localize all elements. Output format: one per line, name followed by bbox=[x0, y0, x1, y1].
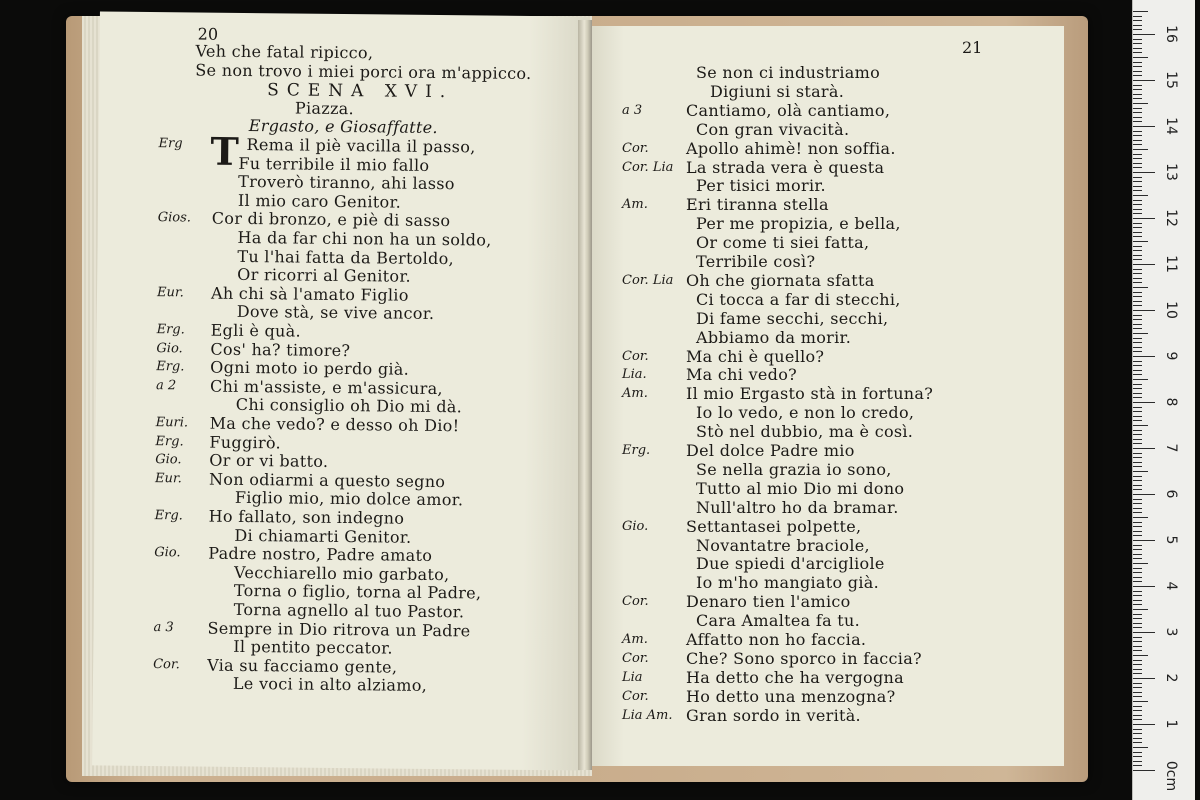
ruler-tick bbox=[1133, 319, 1142, 320]
ruler-tick bbox=[1133, 494, 1155, 495]
ruler-tick bbox=[1133, 126, 1155, 127]
ruler-tick bbox=[1133, 683, 1142, 684]
ruler-tick bbox=[1133, 98, 1142, 99]
verse-line: Il mio caro Genitor. bbox=[237, 190, 402, 212]
ruler-tick bbox=[1133, 646, 1142, 647]
ruler-tick bbox=[1133, 609, 1148, 610]
ruler-tick bbox=[1133, 218, 1155, 219]
ruler-tick bbox=[1133, 402, 1155, 403]
speaker-label: a 2 bbox=[155, 377, 177, 394]
ruler-tick bbox=[1133, 121, 1142, 122]
verse-line: Tutto al mio Dio mi dono bbox=[696, 478, 905, 498]
ruler-tick bbox=[1133, 167, 1142, 168]
ruler-tick bbox=[1133, 374, 1142, 375]
ruler-tick bbox=[1133, 614, 1142, 615]
ruler-tick bbox=[1133, 186, 1142, 187]
speaker-label: Cor. bbox=[622, 140, 649, 156]
verse-line: Torna agnello al tuo Pastor. bbox=[233, 599, 465, 622]
ruler-tick bbox=[1133, 770, 1155, 771]
verse-line: Del dolce Padre mio bbox=[686, 441, 855, 460]
ruler-tick bbox=[1133, 158, 1142, 159]
verse-line: Null'altro ho da bramar. bbox=[696, 497, 899, 517]
verse-line: Ha detto che ha vergogna bbox=[686, 667, 904, 687]
verse-line: Le voci in alto alziamo, bbox=[232, 674, 428, 696]
verse-line: Novantatre braciole, bbox=[696, 535, 870, 555]
speaker-label: Am. bbox=[622, 197, 648, 213]
ruler-tick bbox=[1133, 292, 1142, 293]
verse-line: Ma che vedo? e desso oh Dio! bbox=[209, 413, 460, 436]
ruler-tick bbox=[1133, 549, 1142, 550]
ruler-tick bbox=[1133, 255, 1142, 256]
verse-line: Egli è quà. bbox=[210, 320, 302, 341]
verse-line: Con gran vivacità. bbox=[696, 119, 850, 139]
speaker-label: Cor. Lia bbox=[622, 159, 674, 175]
ruler-tick bbox=[1133, 154, 1142, 155]
verse-line: Cor di bronzo, e piè di sasso bbox=[211, 209, 451, 231]
verse-line: Or ricorri al Genitor. bbox=[237, 265, 412, 286]
ruler-tick bbox=[1133, 48, 1142, 49]
ruler-tick bbox=[1133, 305, 1142, 306]
speaker-label: Gio. bbox=[622, 518, 649, 534]
verse-line: Se non trovo i miei porci ora m'appicco. bbox=[195, 60, 532, 83]
ruler-tick bbox=[1133, 568, 1142, 569]
ruler-tick bbox=[1133, 407, 1142, 408]
ruler-label: 13 bbox=[1163, 163, 1179, 181]
ruler-tick bbox=[1133, 545, 1142, 546]
ruler-label: 1 bbox=[1163, 719, 1179, 729]
ruler-tick bbox=[1133, 439, 1142, 440]
ruler-tick bbox=[1133, 678, 1155, 679]
page-number: 20 bbox=[197, 24, 219, 44]
ruler-tick bbox=[1133, 522, 1142, 523]
speaker-label: Lia bbox=[622, 669, 643, 685]
verse-line: Torna o figlio, torna al Padre, bbox=[233, 581, 482, 603]
verse-line: Apollo ahimè! non soffia. bbox=[686, 138, 896, 158]
ruler-tick bbox=[1133, 738, 1142, 739]
ruler-tick bbox=[1133, 85, 1142, 86]
verse-line: Ho fallato, son indegno bbox=[208, 506, 405, 528]
verse-line: Io lo vedo, e non lo credo, bbox=[696, 403, 915, 423]
scene-setting: Piazza. bbox=[294, 98, 355, 118]
verse-line: Se non ci industriamo bbox=[696, 63, 881, 82]
scene-heading: SCENA XVI. bbox=[267, 80, 454, 103]
ruler-tick bbox=[1133, 190, 1142, 191]
ruler-tick bbox=[1133, 112, 1142, 113]
ruler-tick bbox=[1133, 696, 1142, 697]
ruler-tick bbox=[1133, 103, 1148, 104]
ruler-tick bbox=[1133, 250, 1142, 251]
ruler-tick bbox=[1133, 108, 1142, 109]
speaker-label: Am. bbox=[622, 386, 648, 402]
ruler-tick bbox=[1133, 163, 1142, 164]
ruler-tick bbox=[1133, 204, 1142, 205]
ruler-tick bbox=[1133, 236, 1142, 237]
ruler-tick bbox=[1133, 632, 1155, 633]
ruler-label: 2 bbox=[1163, 673, 1179, 683]
ruler-tick bbox=[1133, 29, 1142, 30]
ruler-tick bbox=[1133, 200, 1142, 201]
speaker-label: a 3 bbox=[622, 102, 643, 118]
verse-line: Affatto non ho faccia. bbox=[686, 630, 867, 649]
verse-line: Chi m'assiste, e m'assicura, bbox=[209, 376, 443, 398]
ruler-tick bbox=[1133, 52, 1142, 53]
ruler-tick bbox=[1133, 80, 1155, 81]
page-number: 21 bbox=[962, 38, 983, 57]
ruler-tick bbox=[1133, 282, 1142, 283]
ruler-tick bbox=[1133, 517, 1148, 518]
ruler-tick bbox=[1133, 57, 1148, 58]
speaker-label: Erg. bbox=[156, 322, 185, 338]
ruler-tick bbox=[1133, 416, 1142, 417]
ruler-tick bbox=[1133, 287, 1148, 288]
ruler-tick bbox=[1133, 393, 1142, 394]
ruler-tick bbox=[1133, 361, 1142, 362]
ruler-tick bbox=[1133, 62, 1142, 63]
speaker-label: Eur. bbox=[154, 470, 182, 487]
ruler-tick bbox=[1133, 558, 1142, 559]
verse-line: Rema il piè vacilla il passo, bbox=[246, 135, 476, 157]
verse-line: Due spiedi d'arcigliole bbox=[696, 554, 885, 574]
speaker-label: Erg. bbox=[155, 433, 184, 449]
ruler-tick bbox=[1133, 94, 1142, 95]
verse-line: Oh che giornata sfatta bbox=[686, 270, 875, 290]
drop-cap: T bbox=[210, 128, 240, 174]
ruler-tick bbox=[1133, 269, 1142, 270]
left-page bbox=[92, 11, 588, 770]
ruler-tick bbox=[1133, 747, 1148, 748]
ruler-tick bbox=[1133, 499, 1142, 500]
ruler-tick bbox=[1133, 259, 1142, 260]
ruler-tick bbox=[1133, 246, 1142, 247]
ruler-tick bbox=[1133, 75, 1142, 76]
speaker-label: Lia. bbox=[622, 367, 647, 383]
verse-line: Se nella grazia io sono, bbox=[696, 459, 892, 479]
ruler-tick bbox=[1133, 66, 1142, 67]
verse-line: Terribile così? bbox=[696, 252, 816, 271]
verse-line: Ho detto una menzogna? bbox=[686, 686, 896, 706]
ruler-tick bbox=[1133, 655, 1148, 656]
ruler-tick bbox=[1133, 480, 1142, 481]
ruler-tick bbox=[1133, 531, 1142, 532]
verse-line: Padre nostro, Padre amato bbox=[208, 543, 433, 566]
ruler-tick bbox=[1133, 425, 1148, 426]
ruler-label: 11 bbox=[1163, 255, 1179, 273]
ruler-label: 7 bbox=[1163, 443, 1179, 453]
speaker-label: a 3 bbox=[153, 619, 174, 635]
ruler-tick bbox=[1133, 135, 1142, 136]
ruler-tick bbox=[1133, 669, 1142, 670]
speaker-label: Cor. bbox=[622, 688, 649, 704]
verse-line: Troverò tiranno, ahi lasso bbox=[238, 172, 455, 194]
speaker-label: Erg bbox=[158, 136, 183, 152]
ruler-tick bbox=[1133, 209, 1142, 210]
ruler-tick bbox=[1133, 140, 1142, 141]
ruler-tick bbox=[1133, 149, 1148, 150]
speaker-label: Eur. bbox=[156, 284, 184, 301]
speaker-label: Gio. bbox=[155, 452, 182, 468]
ruler-tick bbox=[1133, 581, 1142, 582]
ruler-tick bbox=[1133, 715, 1142, 716]
ruler-tick bbox=[1133, 20, 1142, 21]
ruler-tick bbox=[1133, 356, 1155, 357]
verse-line: Fu terribile il mio fallo bbox=[238, 153, 430, 175]
ruler-tick bbox=[1133, 144, 1142, 145]
ruler-tick bbox=[1133, 388, 1142, 389]
verse-line: Io m'ho mangiato già. bbox=[696, 573, 879, 593]
verse-line: Cantiamo, olà cantiamo, bbox=[686, 100, 891, 120]
ruler-tick bbox=[1133, 701, 1148, 702]
verse-line: Stò nel dubbio, ma è così. bbox=[696, 422, 914, 442]
ruler-tick bbox=[1133, 296, 1142, 297]
verse-line: Il mio Ergasto stà in fortuna? bbox=[686, 384, 934, 404]
verse-line: Di fame secchi, secchi, bbox=[696, 308, 889, 328]
ruler-tick bbox=[1133, 604, 1142, 605]
verse-line: Sempre in Dio ritrova un Padre bbox=[207, 618, 471, 640]
verse-line: Ah chi sà l'amato Figlio bbox=[210, 283, 409, 305]
ruler-tick bbox=[1133, 338, 1142, 339]
ruler-tick bbox=[1133, 508, 1142, 509]
ruler-label: 4 bbox=[1163, 581, 1179, 591]
ruler-tick bbox=[1133, 232, 1142, 233]
ruler-tick bbox=[1133, 756, 1142, 757]
right-page bbox=[586, 26, 1064, 766]
speaker-label: Cor. bbox=[153, 656, 180, 673]
verse-line: Per tisici morir. bbox=[696, 176, 826, 196]
ruler-tick bbox=[1133, 43, 1142, 44]
measuring-ruler bbox=[1132, 0, 1195, 800]
verse-line: Gran sordo in verità. bbox=[686, 705, 861, 725]
ruler-tick bbox=[1133, 457, 1142, 458]
ruler-tick bbox=[1133, 324, 1142, 325]
ruler-label: 15 bbox=[1163, 71, 1179, 89]
verse-line: Veh che fatal ripicco, bbox=[195, 41, 374, 63]
ruler-tick bbox=[1133, 333, 1148, 334]
verse-line: Eri tiranna stella bbox=[686, 195, 829, 215]
ruler-tick bbox=[1133, 434, 1142, 435]
ruler-tick bbox=[1133, 476, 1142, 477]
ruler-tick bbox=[1133, 131, 1142, 132]
ruler-label: 9 bbox=[1163, 351, 1179, 361]
speaker-label: Euri. bbox=[155, 415, 189, 431]
ruler-tick bbox=[1133, 384, 1142, 385]
speaker-label: Cor. bbox=[622, 650, 649, 666]
ruler-tick bbox=[1133, 443, 1142, 444]
ruler-tick bbox=[1133, 71, 1142, 72]
ruler-tick bbox=[1133, 466, 1142, 467]
speaker-label: Erg. bbox=[156, 359, 185, 375]
ruler-tick bbox=[1133, 328, 1142, 329]
ruler-tick bbox=[1133, 650, 1142, 651]
ruler-tick bbox=[1133, 526, 1142, 527]
verse-line: Cara Amaltea fa tu. bbox=[696, 611, 861, 631]
verse-line: Vecchiarello mio garbato, bbox=[233, 562, 450, 584]
verse-line: Di chiamarti Genitor. bbox=[234, 525, 412, 547]
verse-line: Per me propizia, e bella, bbox=[696, 214, 901, 234]
ruler-tick bbox=[1133, 264, 1155, 265]
ruler-tick bbox=[1133, 16, 1142, 17]
ruler-tick bbox=[1133, 301, 1142, 302]
verse-line: Chi consiglio oh Dio mi dà. bbox=[235, 395, 463, 417]
ruler-label: 5 bbox=[1163, 535, 1179, 545]
ruler-tick bbox=[1133, 535, 1142, 536]
ruler-tick bbox=[1133, 177, 1142, 178]
ruler-tick bbox=[1133, 752, 1142, 753]
ruler-tick bbox=[1133, 600, 1142, 601]
verse-line: Il pentito peccator. bbox=[233, 637, 393, 658]
ruler-label: 10 bbox=[1163, 301, 1179, 319]
ruler-tick bbox=[1133, 512, 1142, 513]
verse-line: Settantasei polpette, bbox=[686, 516, 862, 536]
ruler-tick bbox=[1133, 172, 1155, 173]
ruler-tick bbox=[1133, 411, 1142, 412]
speaker-label: Cor. bbox=[622, 594, 649, 610]
verse-line: Figlio mio, mio dolce amor. bbox=[234, 488, 464, 510]
ruler-tick bbox=[1133, 687, 1142, 688]
ruler-tick bbox=[1133, 765, 1142, 766]
verse-line: Fuggirò. bbox=[209, 432, 282, 452]
verse-line: Ogni moto io perdo già. bbox=[210, 357, 410, 379]
verse-line: Ha da far chi non ha un soldo, bbox=[237, 227, 492, 250]
ruler-tick bbox=[1133, 742, 1142, 743]
ruler-tick bbox=[1133, 342, 1142, 343]
ruler-tick bbox=[1133, 710, 1142, 711]
speaker-label: Cor. Lia bbox=[622, 272, 674, 288]
ruler-tick bbox=[1133, 379, 1148, 380]
ruler-tick bbox=[1133, 664, 1142, 665]
ruler-tick bbox=[1133, 34, 1155, 35]
speaker-label: Erg. bbox=[154, 508, 183, 524]
ruler-tick bbox=[1133, 724, 1155, 725]
ruler-tick bbox=[1133, 25, 1142, 26]
ruler-tick bbox=[1133, 420, 1142, 421]
ruler-tick bbox=[1133, 618, 1142, 619]
ruler-label: 16 bbox=[1163, 25, 1179, 43]
speaker-label: Gios. bbox=[157, 210, 192, 226]
verse-line: Denaro tien l'amico bbox=[686, 592, 851, 612]
verse-line: Digiuni si starà. bbox=[710, 81, 845, 101]
speaker-label: Cor. bbox=[622, 348, 649, 364]
ruler-tick bbox=[1133, 637, 1142, 638]
ruler-label: 6 bbox=[1163, 489, 1179, 499]
verse-line: Che? Sono sporco in faccia? bbox=[686, 648, 922, 668]
ruler-label: 3 bbox=[1163, 627, 1179, 637]
ruler-tick bbox=[1133, 595, 1142, 596]
speaker-label: Gio. bbox=[154, 545, 181, 561]
ruler-tick bbox=[1133, 692, 1142, 693]
ruler-tick bbox=[1133, 89, 1142, 90]
ruler-tick bbox=[1133, 563, 1148, 564]
ruler-tick bbox=[1133, 365, 1142, 366]
ruler-tick bbox=[1133, 554, 1142, 555]
ruler-tick bbox=[1133, 39, 1142, 40]
book-gutter bbox=[578, 20, 592, 770]
ruler-tick bbox=[1133, 641, 1142, 642]
ruler-tick bbox=[1133, 719, 1142, 720]
ruler-tick bbox=[1133, 673, 1142, 674]
verse-line: Ci tocca a far di stecchi, bbox=[696, 289, 901, 309]
ruler-tick bbox=[1133, 315, 1142, 316]
verse-line: Tu l'hai fatta da Bertoldo, bbox=[237, 246, 455, 268]
verse-line: Abbiamo da morir. bbox=[696, 327, 852, 347]
ruler-tick bbox=[1133, 586, 1155, 587]
ruler-tick bbox=[1133, 397, 1142, 398]
ruler-tick bbox=[1133, 11, 1148, 12]
ruler-tick bbox=[1133, 278, 1142, 279]
ruler-label: 12 bbox=[1163, 209, 1179, 227]
verse-line: Non odiarmi a questo segno bbox=[208, 469, 446, 491]
ruler-tick bbox=[1133, 273, 1142, 274]
ruler-label: 14 bbox=[1163, 117, 1179, 135]
ruler-tick bbox=[1133, 627, 1142, 628]
ruler-tick bbox=[1133, 471, 1148, 472]
ruler-tick bbox=[1133, 117, 1142, 118]
verse-line: Or come ti siei fatta, bbox=[696, 233, 870, 253]
verse-line: Dove stà, se vive ancor. bbox=[236, 302, 435, 324]
verse-line: La strada vera è questa bbox=[686, 157, 885, 177]
speaker-label: Am. bbox=[622, 632, 648, 647]
ruler-tick bbox=[1133, 453, 1142, 454]
ruler-tick bbox=[1133, 213, 1142, 214]
ruler-tick bbox=[1133, 485, 1142, 486]
ruler-tick bbox=[1133, 489, 1142, 490]
ruler-tick bbox=[1133, 223, 1142, 224]
ruler-tick bbox=[1133, 448, 1155, 449]
verse-line: Ma chi è quello? bbox=[686, 346, 825, 366]
ruler-tick bbox=[1133, 347, 1142, 348]
ruler-tick bbox=[1133, 572, 1142, 573]
ruler-tick bbox=[1133, 577, 1142, 578]
ruler-tick bbox=[1133, 660, 1142, 661]
ruler-tick bbox=[1133, 761, 1142, 762]
speaker-label: Gio. bbox=[156, 340, 183, 356]
ruler-label: 8 bbox=[1163, 397, 1179, 407]
verse-line: Via su facciamo gente, bbox=[207, 655, 398, 677]
ruler-tick bbox=[1133, 181, 1142, 182]
ruler-label: 0cm bbox=[1163, 760, 1179, 792]
ruler-tick bbox=[1133, 370, 1142, 371]
ruler-tick bbox=[1133, 351, 1142, 352]
ruler-tick bbox=[1133, 195, 1148, 196]
ruler-tick bbox=[1133, 462, 1142, 463]
ruler-tick bbox=[1133, 733, 1142, 734]
ruler-tick bbox=[1133, 729, 1142, 730]
ruler-tick bbox=[1133, 591, 1142, 592]
speaker-label: Erg. bbox=[622, 443, 651, 458]
ruler-tick bbox=[1133, 623, 1142, 624]
ruler-tick bbox=[1133, 241, 1148, 242]
verse-line: Cos' ha? timore? bbox=[210, 339, 351, 360]
verse-line: Ma chi vedo? bbox=[686, 365, 798, 385]
scene-characters: Ergasto, e Giosaffatte. bbox=[248, 116, 438, 138]
ruler-tick bbox=[1133, 706, 1142, 707]
ruler-tick bbox=[1133, 430, 1142, 431]
verse-line: Or or vi batto. bbox=[209, 450, 329, 472]
ruler-tick bbox=[1133, 310, 1155, 311]
ruler-tick bbox=[1133, 540, 1155, 541]
ruler-tick bbox=[1133, 503, 1142, 504]
ruler-tick bbox=[1133, 227, 1142, 228]
speaker-label: Lia Am. bbox=[622, 707, 673, 723]
